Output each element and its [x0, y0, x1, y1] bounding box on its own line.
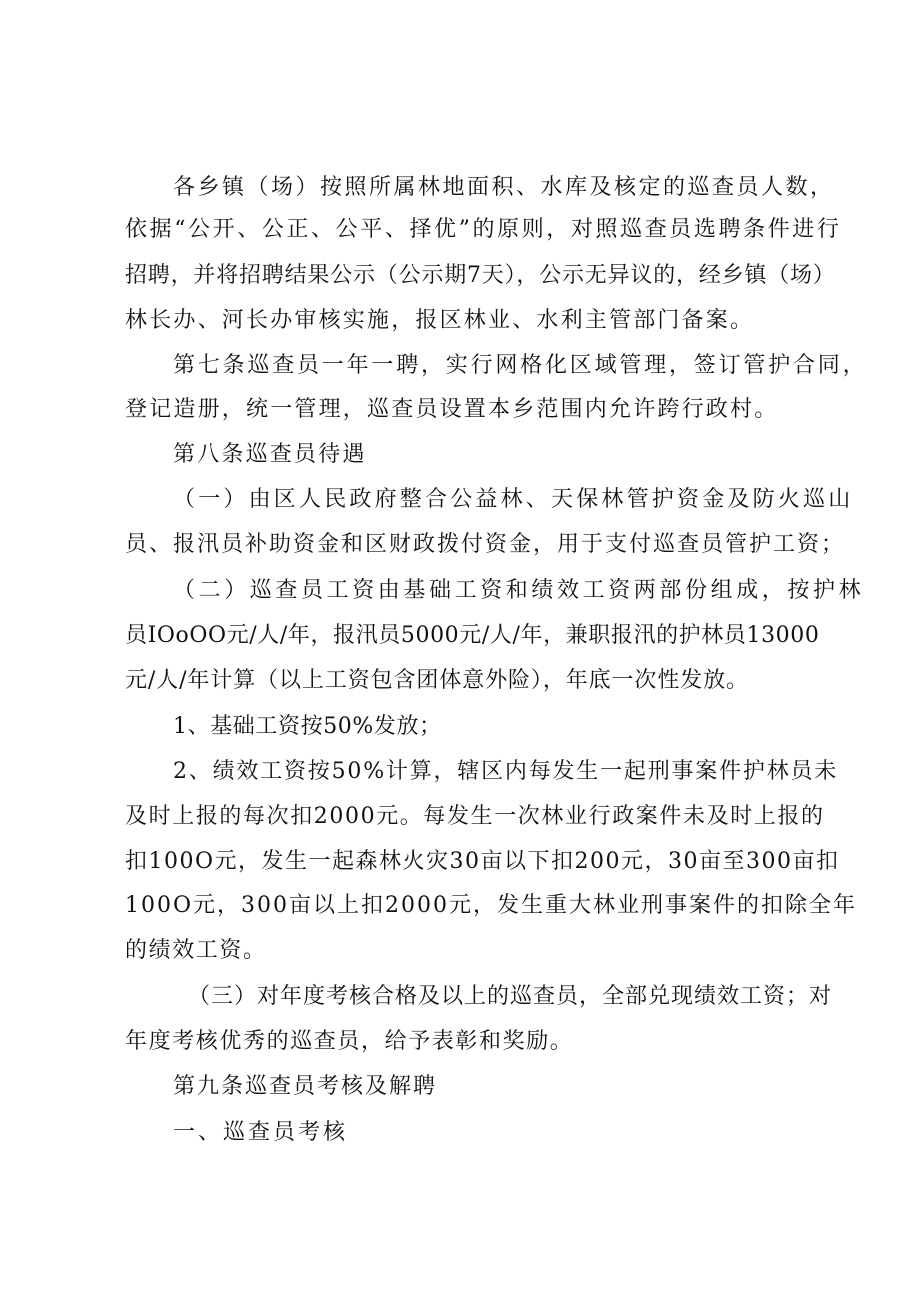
text-line: 年度考核优秀的巡查员，给予表彰和奖励。	[125, 1029, 574, 1054]
text-line: 登记造册，统一管理，巡查员设置本乡范围内允许跨行政村。	[125, 397, 779, 422]
text-line: 1、基础工资按50%发放；	[173, 714, 442, 739]
text-line: 的绩效工资。	[125, 938, 267, 963]
text-line: 招聘，并将招聘结果公示（公示期7天），公示无异议的，经乡镇（场）	[125, 263, 836, 288]
text-line: 及时上报的每次扣2000元。每发生一次林业行政案件未及时上报的	[125, 804, 825, 829]
text-line: 2、绩效工资按50%计算，辖区内每发生一起刑事案件护林员未	[173, 759, 839, 784]
text-line: 各乡镇（场）按照所属林地面积、水库及核定的巡查员人数，	[173, 175, 835, 200]
text-line: （一）由区人民政府整合公益林、天保林管护资金及防火巡山	[173, 487, 854, 512]
text-line: （三）对年度考核合格及以上的巡查员，全部兑现绩效工资；对	[188, 984, 833, 1009]
text-line: 100O元，300亩以上扣2000元，发生重大林业刑事案件的扣除全年	[125, 893, 858, 918]
text-line: 员IOoOO元/人/年，报汛员5000元/人/年，兼职报汛的护林员13000	[125, 623, 820, 648]
text-line: 第七条巡查员一年一聘，实行网格化区域管理，签订管护合同，	[173, 353, 868, 378]
text-line: 林长办、河长办审核实施，报区林业、水利主管部门备案。	[125, 308, 755, 333]
subsection-heading: 一、巡查员考核	[173, 1120, 349, 1145]
text-line: 元/人/年计算（以上工资包含团体意外险），年底一次性发放。	[125, 668, 749, 693]
text-line: （二）巡查员工资由基础工资和绩效工资两部份组成，按护林	[173, 578, 865, 603]
section-heading: 第八条巡查员待遇	[173, 442, 367, 467]
section-heading: 第九条巡查员考核及解聘	[173, 1074, 438, 1099]
text-line: 员、报汛员补助资金和区财政拨付资金，用于支付巡查员管护工资；	[125, 532, 846, 557]
text-line: 依据“公开、公正、公平、择优”的原则，对照巡查员选聘条件进行	[125, 217, 842, 242]
text-line: 扣100O元，发生一起森林火灾30亩以下扣200元，30亩至300亩扣	[125, 849, 840, 874]
